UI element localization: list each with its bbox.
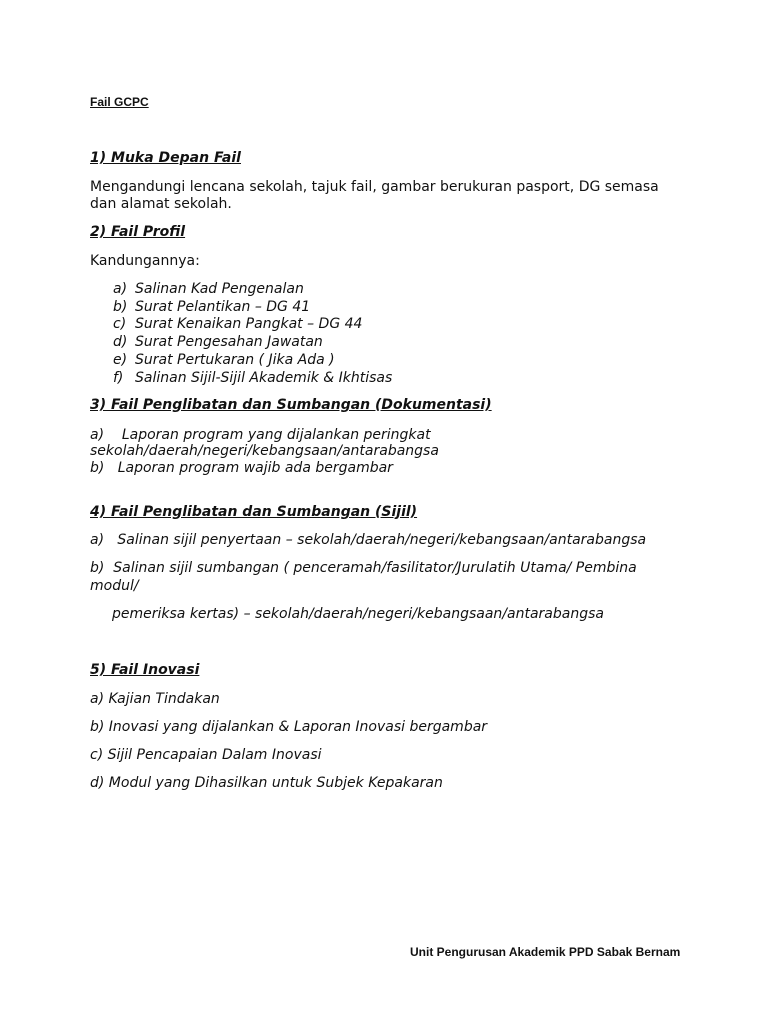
section-1-paragraph-line-1: Mengandungi lencana sekolah, tajuk fail, gambar berukuran pasport, DG semasa — [90, 179, 659, 195]
section-1-paragraph-line-2: dan alamat sekolah. — [90, 196, 232, 212]
section-4-line-3: modul/ — [90, 578, 139, 594]
section-4-heading: 4) Fail Penglibatan dan Sumbangan (Sijil) — [90, 504, 418, 520]
list-item — [113, 334, 323, 351]
list-marker: e) — [113, 352, 128, 368]
list-item — [113, 281, 304, 298]
section-2-intro: Kandungannya: — [90, 253, 200, 269]
list-item-text: Salinan Kad Pengenalan — [135, 281, 304, 297]
section-5-item-c: c) Sijil Pencapaian Dalam Inovasi — [90, 747, 322, 763]
list-marker: b) — [113, 299, 128, 315]
section-3-line-3: b) Laporan program wajib ada bergambar — [90, 460, 393, 476]
section-5-item-b: b) Inovasi yang dijalankan & Laporan Inovasi bergambar — [90, 719, 488, 735]
list-item-text: Surat Kenaikan Pangkat – DG 44 — [135, 316, 363, 332]
section-4-line-2: b) Salinan sijil sumbangan ( penceramah/fasilitator/Jurulatih Utama/ Pembina — [90, 560, 637, 576]
section-5-heading: 5) Fail Inovasi — [90, 662, 200, 678]
list-item-text: Surat Pertukaran ( Jika Ada ) — [135, 352, 335, 368]
list-item — [113, 316, 362, 333]
section-2-heading: 2) Fail Profil — [90, 224, 186, 240]
list-marker: f) — [113, 370, 124, 386]
list-marker: c) — [113, 316, 127, 332]
section-1-heading: 1) Muka Depan Fail — [90, 150, 241, 166]
section-3-line-1: a) Laporan program yang dijalankan peringkat — [90, 427, 431, 443]
list-marker: d) — [113, 334, 128, 350]
document-title: Fail GCPC — [90, 95, 149, 109]
section-5-item-d: d) Modul yang Dihasilkan untuk Subjek Kepakaran — [90, 775, 443, 791]
section-3-line-2: sekolah/daerah/negeri/kebangsaan/antarabangsa — [90, 443, 439, 459]
section-3-heading: 3) Fail Penglibatan dan Sumbangan (Dokumentasi) — [90, 397, 492, 413]
list-item — [113, 352, 335, 369]
list-item — [113, 299, 310, 316]
section-4-line-4: pemeriksa kertas) – sekolah/daerah/negeri/kebangsaan/antarabangsa — [112, 606, 604, 622]
list-item — [113, 370, 392, 387]
list-item-text: Surat Pengesahan Jawatan — [135, 334, 323, 350]
section-4-line-1: a) Salinan sijil penyertaan – sekolah/daerah/negeri/kebangsaan/antarabangsa — [90, 532, 647, 548]
section-5-item-a: a) Kajian Tindakan — [90, 691, 220, 707]
list-item-text: Salinan Sijil-Sijil Akademik & Ikhtisas — [135, 370, 393, 386]
list-marker: a) — [113, 281, 128, 297]
list-item-text: Surat Pelantikan – DG 41 — [135, 299, 311, 315]
page-footer: Unit Pengurusan Akademik PPD Sabak Bernam — [410, 945, 681, 959]
